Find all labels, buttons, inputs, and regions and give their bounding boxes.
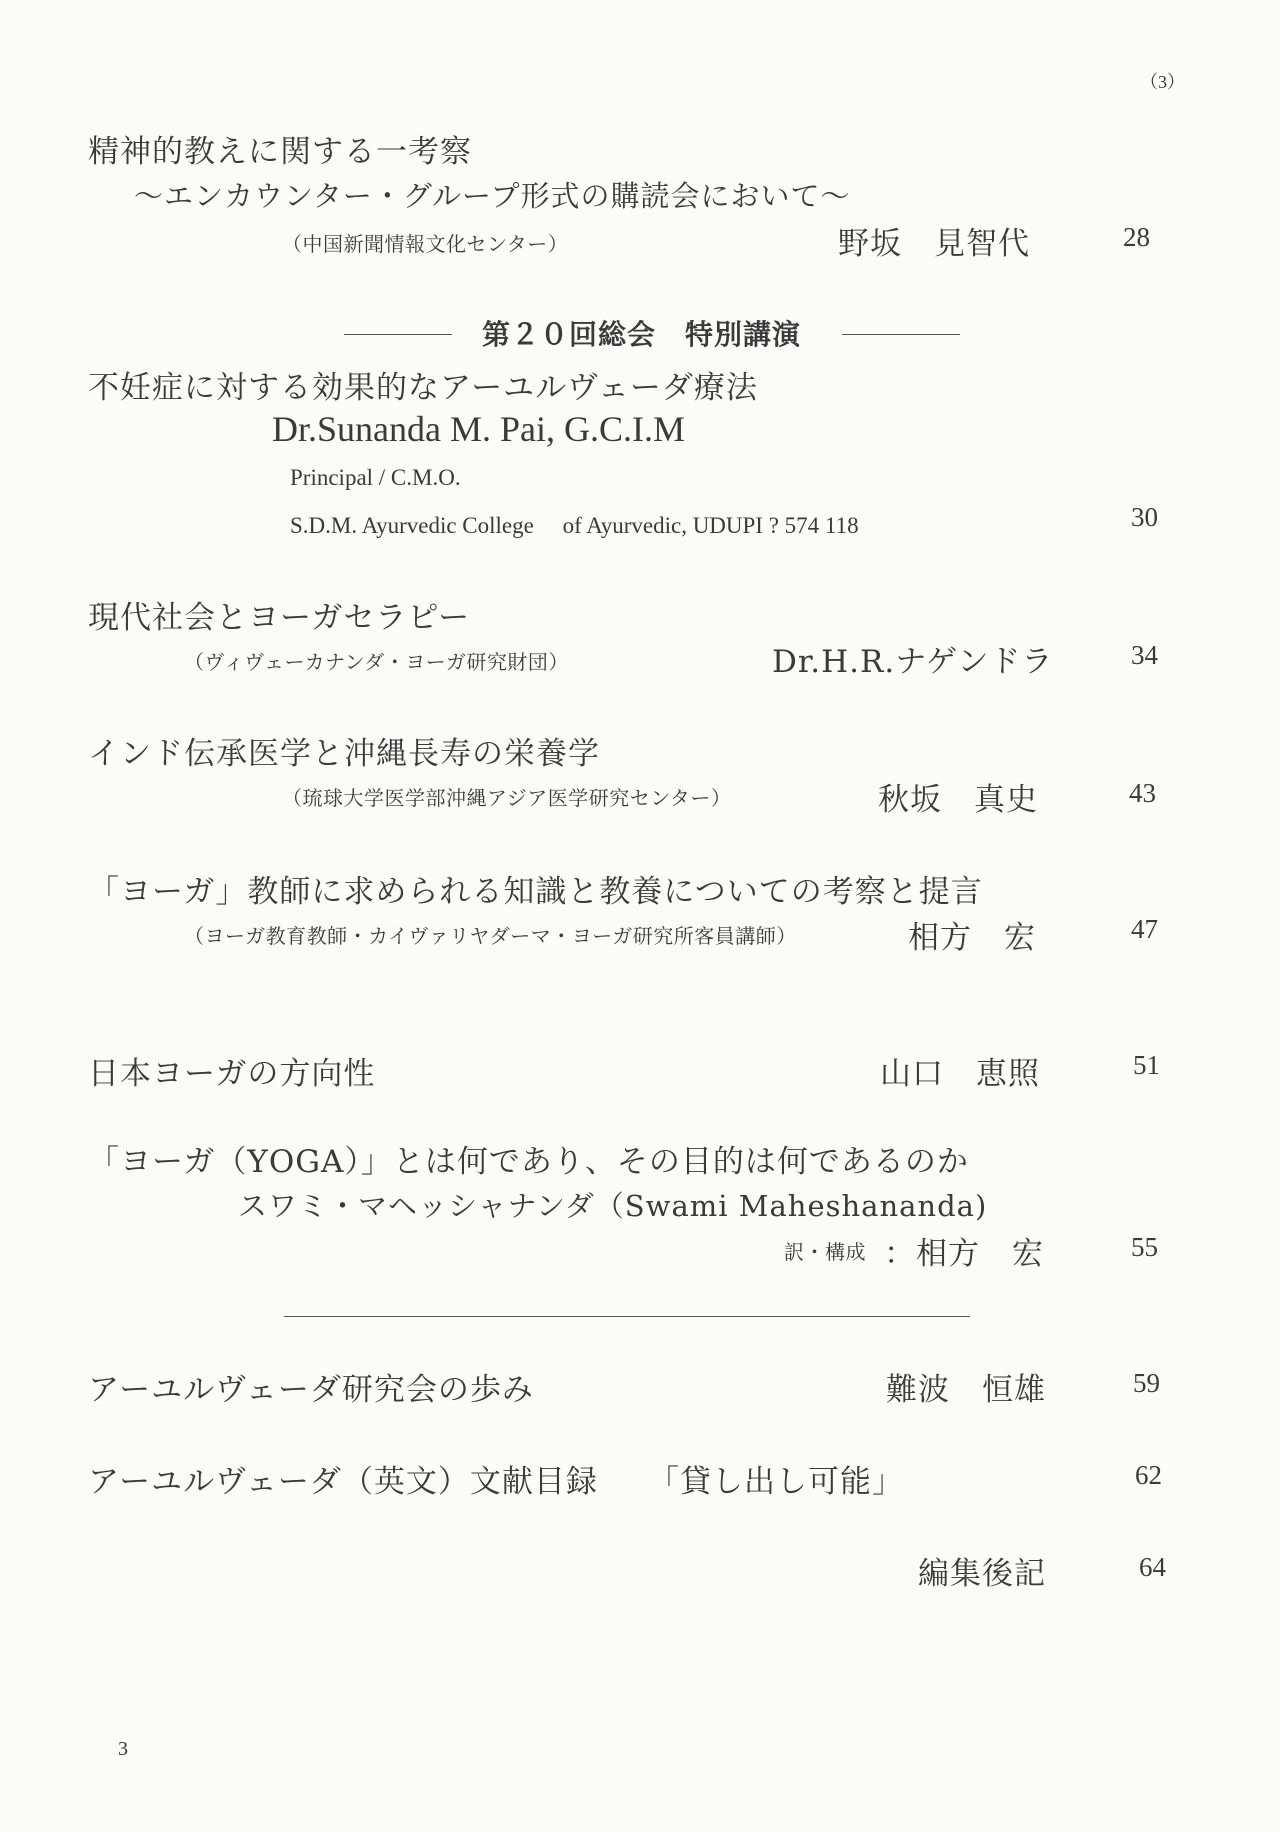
entry-author: 秋坂 真史: [878, 782, 1038, 818]
entry-affiliation: （ヴィヴェーカナンダ・ヨーガ研究財団）: [184, 650, 569, 674]
entry-title: 「ヨーガ」教師に求められる知識と教養についての考察と提言: [88, 874, 983, 910]
entry-page: 34: [1131, 640, 1158, 670]
heading-rule-right: [842, 334, 960, 335]
entry-affiliation-line2: S.D.M. Ayurvedic College of Ayurvedic, UDUPI ? 574 118: [290, 513, 859, 538]
entry-page: 51: [1133, 1050, 1160, 1080]
entry-author: 相方 宏: [908, 920, 1036, 956]
entry-author: Dr.H.R.ナゲンドラ: [772, 644, 1054, 680]
entry-page: 43: [1129, 778, 1156, 808]
section-heading: 第２０回総会 特別講演: [482, 318, 802, 351]
entry-credit-label: 訳・構成: [784, 1240, 866, 1264]
entry-title: 「ヨーガ（YOGA）」とは何であり、その目的は何であるのか: [88, 1144, 969, 1180]
entry-title: 不妊症に対する効果的なアーユルヴェーダ療法: [88, 370, 758, 406]
entry-page: 55: [1131, 1232, 1158, 1262]
entry-colon: ：: [884, 1236, 916, 1272]
entry-page: 28: [1123, 222, 1150, 252]
entry-note: 「貸し出し可能」: [648, 1464, 904, 1500]
entry-page: 30: [1131, 502, 1158, 532]
entry-author: 相方 宏: [916, 1236, 1044, 1272]
entry-subtitle: ～エンカウンター・グループ形式の購読会において～: [134, 179, 851, 213]
entry-page: 64: [1139, 1552, 1166, 1582]
entry-page: 47: [1131, 914, 1158, 944]
heading-rule-left: [344, 334, 452, 335]
entry-affiliation: （琉球大学医学部沖縄アジア医学研究センター）: [282, 786, 732, 810]
entry-affiliation: （中国新聞情報文化センター）: [282, 232, 569, 256]
entry-author: 難波 恒雄: [886, 1372, 1046, 1408]
entry-title: 日本ヨーガの方向性: [88, 1056, 376, 1092]
entry-page: 62: [1135, 1460, 1162, 1490]
entry-title: 編集後記: [918, 1556, 1046, 1592]
entry-title: 現代社会とヨーガセラピー: [88, 600, 471, 636]
entry-subtitle: スワミ・マヘッシャナンダ（Swami Maheshananda): [238, 1189, 988, 1223]
entry-title: アーユルヴェーダ（英文）文献目録: [88, 1464, 598, 1500]
entry-author: 野坂 見智代: [838, 226, 1030, 262]
entry-author: Dr.Sunanda M. Pai, G.C.I.M: [272, 409, 685, 449]
page-marker: （3）: [1140, 72, 1185, 92]
entry-title: アーユルヴェーダ研究会の歩み: [88, 1372, 534, 1408]
entry-author: 山口 恵照: [880, 1056, 1040, 1092]
entry-title: インド伝承医学と沖縄長寿の栄養学: [88, 736, 600, 772]
entry-page: 59: [1133, 1368, 1160, 1398]
entry-title: 精神的教えに関する一考察: [88, 134, 472, 170]
section-divider: [284, 1316, 970, 1317]
entry-affiliation-line1: Principal / C.M.O.: [290, 465, 461, 490]
footer-page-number: 3: [118, 1738, 128, 1760]
entry-affiliation: （ヨーガ教育教師・カイヴァリヤダーマ・ヨーガ研究所客員講師）: [184, 924, 797, 948]
